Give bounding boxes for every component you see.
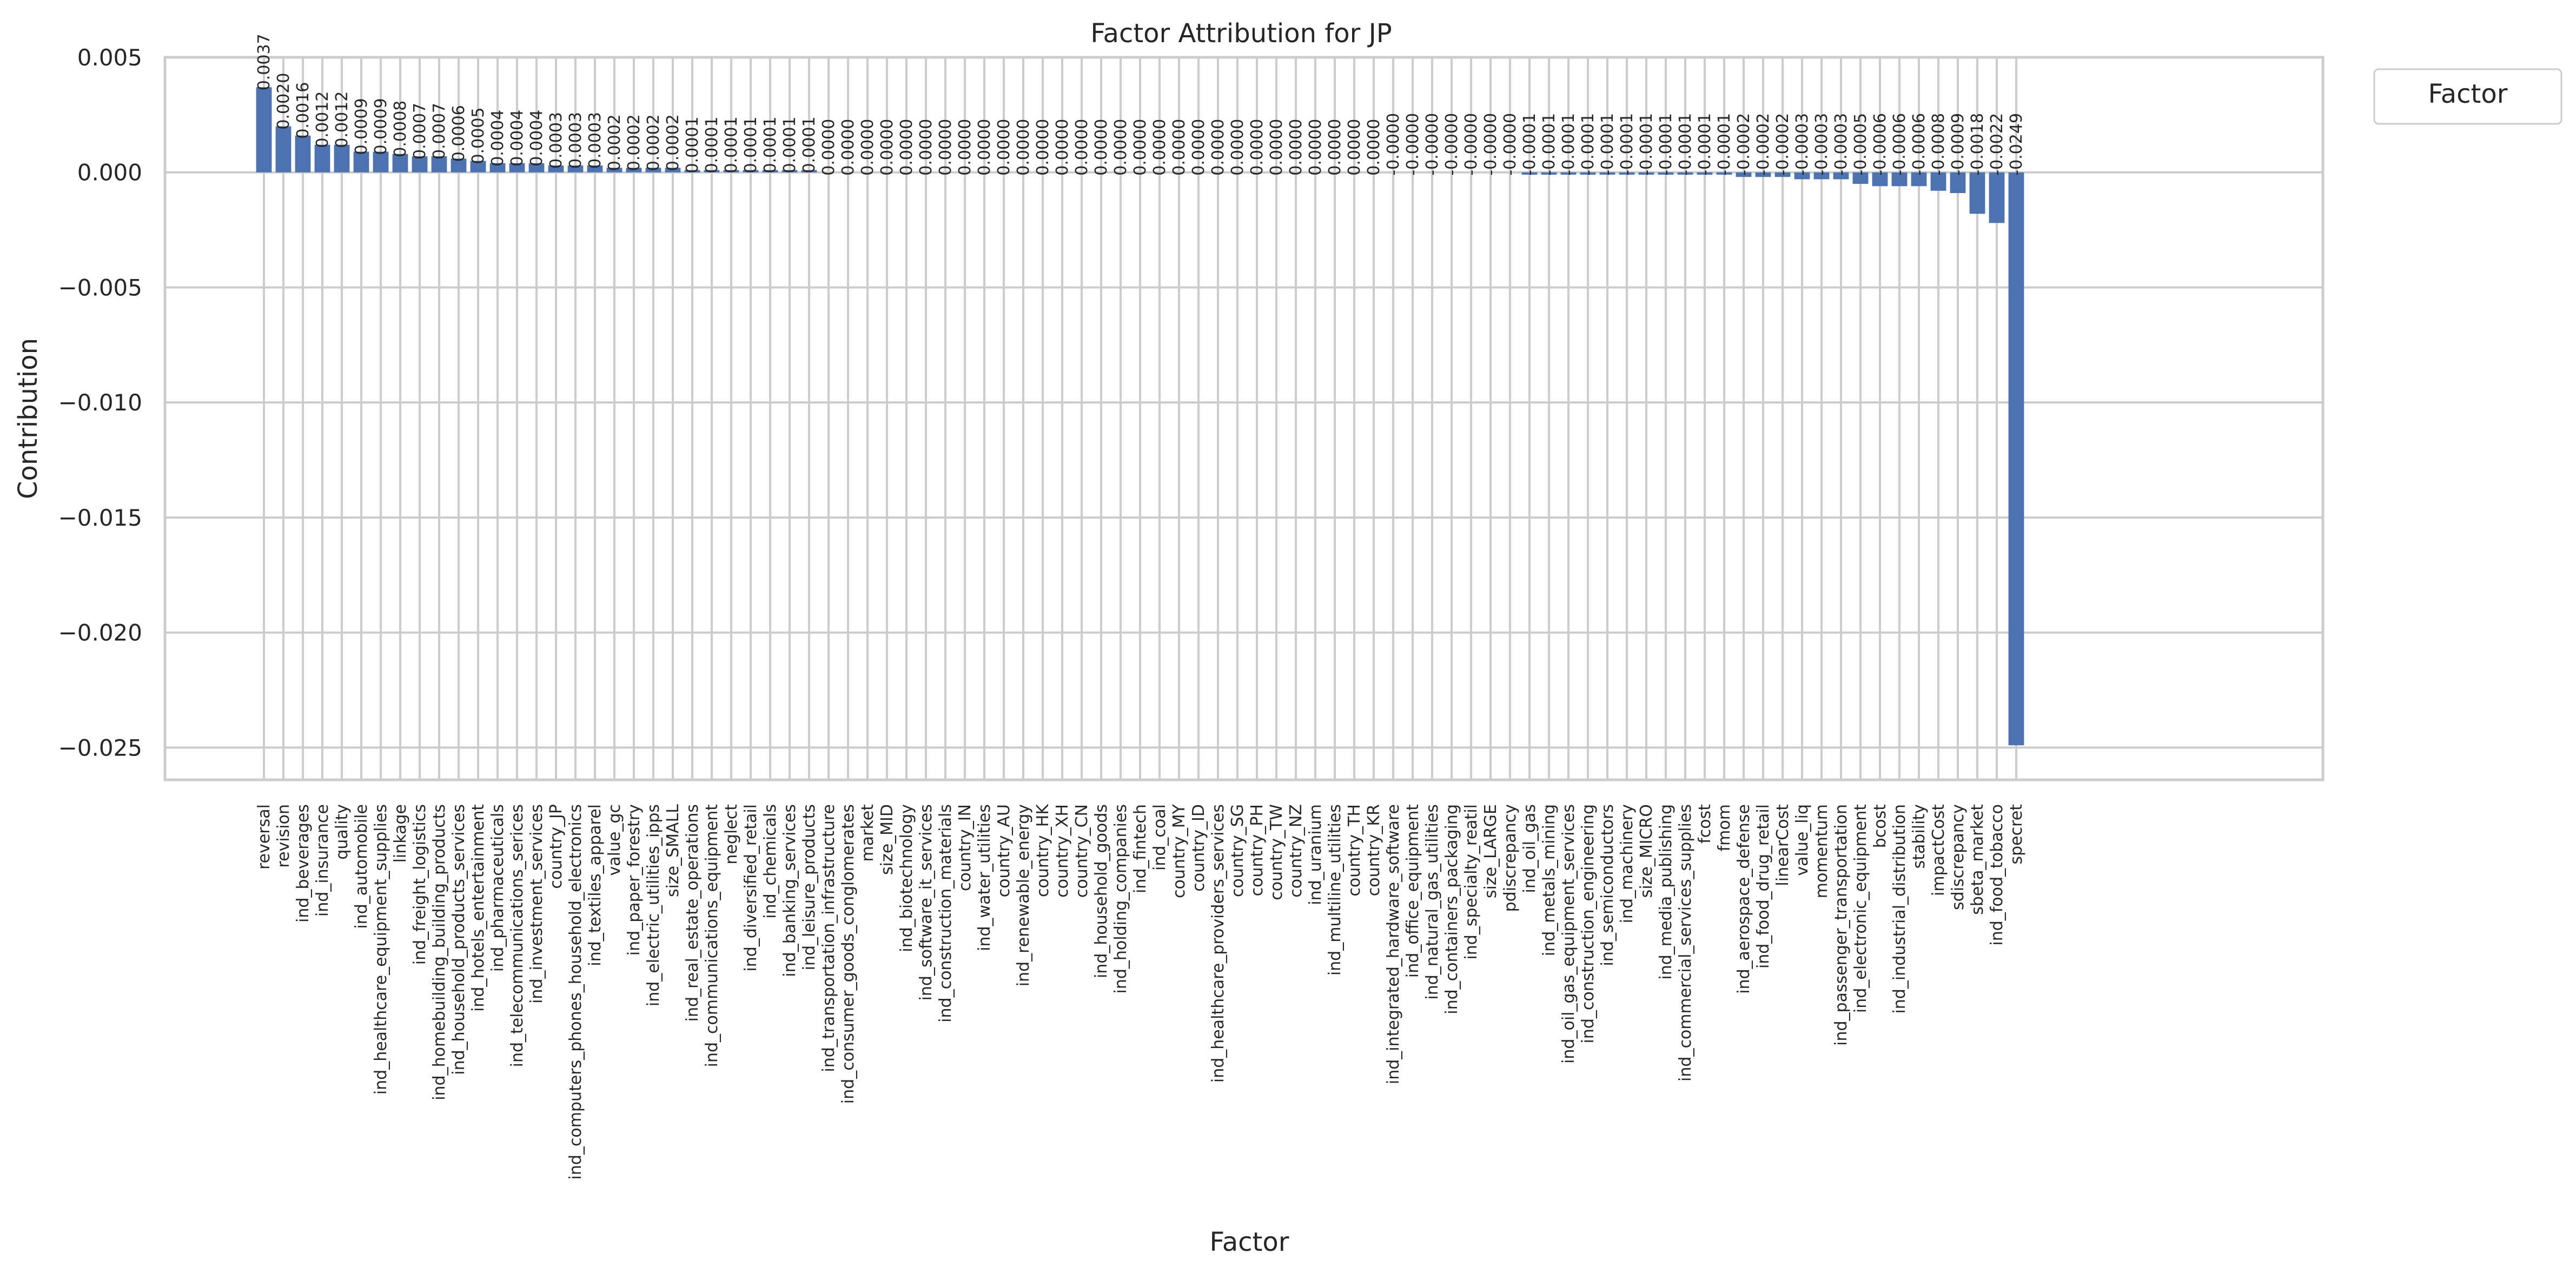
- x-tick-label: ind_fintech: [1131, 804, 1150, 894]
- y-tick-label: 0.005: [77, 44, 142, 71]
- bar: [295, 136, 311, 173]
- x-tick-label: quality: [333, 804, 352, 860]
- x-tick-label: ind_construction_engineering: [1579, 804, 1598, 1044]
- x-tick-label: country_AU: [995, 804, 1014, 898]
- x-tick-label: ind_chemicals: [761, 804, 780, 919]
- data-label: 0.0001: [741, 116, 760, 174]
- data-label: 0.0000: [1267, 118, 1286, 176]
- x-tick-label: impactCost: [1929, 804, 1948, 896]
- x-tick-label: ind_pharmaceuticals: [488, 804, 507, 972]
- x-tick-label: ind_leisure_products: [800, 804, 819, 971]
- x-tick-label: ind_natural_gas_utilities: [1423, 804, 1442, 1000]
- x-tick-label: ind_real_estate_operations: [683, 804, 702, 1022]
- x-tick-label: ind_insurance: [313, 804, 332, 917]
- x-tick-label: size_SMALL: [664, 804, 683, 898]
- y-axis-ticks: [58, 44, 142, 761]
- x-tick-label: ind_multiline_utilities: [1326, 804, 1345, 976]
- x-tick-label: country_NZ: [1287, 804, 1306, 898]
- data-label: 0.0005: [469, 107, 488, 164]
- data-label: -0.0001: [1637, 112, 1656, 176]
- data-label: 0.0002: [644, 114, 663, 171]
- data-label: 0.0002: [664, 114, 683, 171]
- bar: [256, 87, 272, 172]
- data-label: -0.0001: [1540, 112, 1559, 176]
- x-tick-label: linearCost: [1773, 804, 1792, 886]
- data-label: 0.0001: [703, 116, 721, 174]
- x-tick-label: ind_media_publishing: [1657, 804, 1676, 980]
- y-tick-label: −0.005: [58, 274, 142, 301]
- data-label: 0.0000: [975, 118, 994, 176]
- x-tick-label: country_MY: [1170, 804, 1189, 898]
- data-label: 0.0006: [449, 105, 468, 162]
- x-tick-label: ind_electric_utilities_ipps: [644, 804, 663, 1007]
- x-tick-label: ind_containers_packaging: [1442, 804, 1461, 1015]
- data-label: 0.0003: [547, 111, 566, 169]
- data-label: 0.0007: [430, 102, 449, 160]
- x-tick-label: ind_communications_equipment: [703, 804, 721, 1068]
- bar: [315, 145, 330, 173]
- x-tick-label: neglect: [722, 804, 741, 865]
- data-label: -0.0006: [1910, 112, 1929, 176]
- y-tick-label: 0.000: [77, 159, 142, 186]
- data-label: 0.0000: [1228, 118, 1247, 176]
- data-label: 0.0000: [878, 118, 897, 176]
- y-tick-label: −0.020: [58, 619, 142, 646]
- data-label: 0.0000: [956, 118, 975, 176]
- data-label: -0.0002: [1734, 112, 1753, 176]
- data-label: 0.0007: [410, 102, 429, 160]
- x-tick-label: momentum: [1812, 804, 1831, 899]
- data-label: 0.0001: [780, 116, 799, 174]
- data-label: 0.0000: [1189, 118, 1208, 176]
- x-tick-label: country_TW: [1267, 804, 1286, 900]
- x-tick-label: ind_food_drug_retail: [1754, 804, 1773, 969]
- data-label: -0.0001: [1696, 112, 1714, 176]
- data-label: -0.0001: [1715, 112, 1734, 176]
- data-label: 0.0000: [1131, 118, 1150, 176]
- data-label: 0.0037: [255, 34, 274, 91]
- x-tick-label: ind_aerospace_defense: [1734, 804, 1753, 994]
- x-tick-label: market: [858, 804, 877, 862]
- x-tick-label: ind_consumer_goods_conglomerates: [839, 804, 858, 1104]
- data-label: 0.0000: [936, 118, 955, 176]
- data-label: 0.0001: [800, 116, 819, 174]
- data-label: -0.0000: [1442, 112, 1461, 176]
- data-label: -0.0006: [1871, 112, 1890, 176]
- x-tick-label: ind_coal: [1150, 804, 1169, 871]
- data-label: 0.0002: [605, 114, 624, 171]
- x-tick-label: country_KR: [1365, 804, 1383, 897]
- data-label: 0.0008: [391, 100, 410, 157]
- data-label: -0.0000: [1423, 112, 1442, 176]
- data-label: 0.0000: [1365, 118, 1383, 176]
- data-label: 0.0000: [1209, 118, 1228, 176]
- data-label: 0.0000: [1150, 118, 1169, 176]
- x-tick-label: ind_specialty_reatil: [1462, 804, 1481, 960]
- data-label: -0.0001: [1657, 112, 1676, 176]
- data-label: 0.0009: [372, 98, 390, 155]
- chart-title: Factor Attribution for JP: [1090, 18, 1392, 49]
- data-label: -0.0022: [1988, 112, 2007, 176]
- x-tick-label: ind_healthcare_equipment_supplies: [372, 804, 390, 1095]
- data-label: -0.0001: [1559, 112, 1578, 176]
- data-label: 0.0000: [1034, 118, 1052, 176]
- data-label: -0.0000: [1481, 112, 1500, 176]
- data-label: -0.0001: [1618, 112, 1637, 176]
- x-tick-label: ind_household_products_services: [449, 804, 468, 1075]
- data-label: 0.0000: [1287, 118, 1306, 176]
- data-label: -0.0003: [1832, 112, 1851, 176]
- x-tick-label: ind_transportation_infrastructure: [819, 804, 838, 1072]
- bar: [1989, 173, 2005, 223]
- data-label: 0.0012: [313, 91, 332, 148]
- data-label: 0.0000: [1014, 118, 1033, 176]
- x-tick-label: pdiscrepancy: [1501, 804, 1520, 912]
- data-label: 0.0000: [858, 118, 877, 176]
- data-label: 0.0004: [488, 109, 507, 167]
- x-tick-label: ind_household_goods: [1092, 804, 1111, 979]
- x-tick-label: reversal: [255, 804, 274, 870]
- x-tick-label: value_gc: [605, 804, 624, 876]
- data-label: -0.0000: [1403, 112, 1422, 176]
- data-label: 0.0000: [1053, 118, 1072, 176]
- x-tick-label: ind_integrated_hardware_software: [1384, 804, 1403, 1085]
- data-label: -0.0000: [1462, 112, 1481, 176]
- data-label: 0.0004: [508, 109, 527, 167]
- x-tick-label: sdiscrepancy: [1949, 804, 1968, 910]
- data-label: 0.0009: [352, 98, 371, 155]
- data-label: -0.0001: [1676, 112, 1695, 176]
- data-label: 0.0016: [294, 82, 313, 139]
- data-label: 0.0000: [1111, 118, 1130, 176]
- x-tick-label: ind_computers_phones_household_electronics: [566, 804, 585, 1180]
- x-tick-label: revision: [274, 804, 293, 868]
- x-tick-label: value_liq: [1793, 804, 1812, 876]
- x-tick-label: ind_metals_mining: [1540, 804, 1559, 957]
- x-tick-label: size_LARGE: [1481, 804, 1500, 899]
- data-label: 0.0000: [995, 118, 1014, 176]
- data-label: 0.0001: [722, 116, 741, 174]
- x-tick-label: ind_oil_gas_equipment_services: [1559, 804, 1578, 1064]
- x-tick-label: ind_beverages: [294, 804, 313, 923]
- data-label: -0.0002: [1773, 112, 1792, 176]
- x-tick-label: fmom: [1715, 804, 1734, 852]
- data-label: 0.0003: [566, 111, 585, 169]
- x-tick-label: fcost: [1696, 804, 1714, 844]
- y-tick-label: −0.010: [58, 389, 142, 416]
- bar: [2009, 173, 2024, 745]
- data-label: 0.0003: [586, 111, 605, 169]
- x-tick-label: ind_freight_logistics: [410, 804, 429, 965]
- data-label: 0.0012: [333, 91, 352, 148]
- x-tick-label: stability: [1910, 804, 1929, 869]
- x-tick-label: country_CN: [1072, 804, 1091, 898]
- x-tick-label: ind_homebuilding_building_products: [430, 804, 449, 1100]
- data-label: 0.0001: [761, 116, 780, 174]
- x-tick-label: ind_passenger_transportation: [1832, 804, 1851, 1046]
- x-tick-label: country_HK: [1034, 804, 1052, 897]
- x-tick-label: ind_biotechnology: [897, 804, 916, 952]
- x-tick-label: ind_industrial_distribution: [1890, 804, 1909, 1014]
- x-tick-label: country_SG: [1228, 804, 1247, 898]
- x-tick-label: ind_machinery: [1618, 804, 1637, 924]
- data-label: -0.0001: [1520, 112, 1539, 176]
- x-tick-label: ind_electronic_equipment: [1851, 804, 1870, 1013]
- data-label: 0.0000: [1326, 118, 1345, 176]
- data-label: 0.0002: [625, 114, 644, 171]
- data-label: -0.0005: [1851, 112, 1870, 176]
- x-tick-label: ind_food_tobacco: [1988, 804, 2007, 946]
- legend-title: Factor: [2428, 79, 2508, 109]
- legend: [2374, 69, 2561, 124]
- x-tick-label: ind_office_equipment: [1403, 804, 1422, 978]
- data-label: 0.0000: [1306, 118, 1325, 176]
- data-label: -0.0002: [1754, 112, 1773, 176]
- data-label: 0.0000: [1170, 118, 1189, 176]
- x-tick-label: sbeta_market: [1968, 804, 1987, 915]
- x-tick-label: ind_telecommunications_serices: [508, 804, 527, 1068]
- bar: [276, 127, 292, 173]
- x-tick-label: size_MID: [878, 804, 897, 876]
- x-tick-label: ind_uranium: [1306, 804, 1325, 905]
- x-tick-label: ind_software_it_services: [917, 804, 936, 1001]
- data-label: -0.0249: [2007, 112, 2026, 176]
- data-label: 0.0000: [1248, 118, 1267, 176]
- x-tick-label: ind_banking_services: [780, 804, 799, 977]
- data-label: -0.0001: [1598, 112, 1617, 176]
- x-tick-label: ind_diversified_retail: [741, 804, 760, 972]
- data-label: -0.0018: [1968, 112, 1987, 176]
- x-tick-label: ind_water_utilities: [975, 804, 994, 951]
- x-tick-label: ind_automobile: [352, 804, 371, 929]
- x-tick-label: linkage: [391, 804, 410, 863]
- x-axis-ticks: [255, 804, 2026, 1180]
- bar: [1970, 173, 1985, 214]
- data-label: -0.0001: [1579, 112, 1598, 176]
- data-label: -0.0009: [1949, 112, 1968, 176]
- data-label: -0.0000: [1384, 112, 1403, 176]
- data-label: -0.0000: [1501, 112, 1520, 176]
- x-tick-label: ind_semiconductors: [1598, 804, 1617, 966]
- data-label: -0.0006: [1890, 112, 1909, 176]
- x-tick-label: country_XH: [1053, 804, 1072, 898]
- x-tick-label: ind_commercial_services_supplies: [1676, 804, 1695, 1082]
- x-tick-label: country_ID: [1189, 804, 1208, 892]
- data-label: 0.0000: [1092, 118, 1111, 176]
- data-label: -0.0003: [1812, 112, 1831, 176]
- x-tick-label: specret: [2007, 804, 2026, 865]
- data-label: 0.0000: [1345, 118, 1364, 176]
- x-tick-label: ind_investment_services: [527, 804, 546, 1004]
- data-label: 0.0001: [683, 116, 702, 174]
- x-tick-label: country_IN: [956, 804, 975, 892]
- x-tick-label: ind_renewable_energy: [1014, 804, 1033, 987]
- x-tick-label: country_PH: [1248, 804, 1267, 897]
- x-tick-label: ind_textiles_apparel: [586, 804, 605, 966]
- x-tick-label: ind_paper_forestry: [625, 804, 644, 956]
- x-tick-label: ind_healthcare_providers_services: [1209, 804, 1228, 1083]
- x-tick-label: ind_oil_gas: [1520, 804, 1539, 893]
- data-label: -0.0008: [1929, 112, 1948, 176]
- data-label: 0.0000: [917, 118, 936, 176]
- y-tick-label: −0.025: [58, 734, 142, 761]
- x-axis-label: Factor: [1209, 1227, 1289, 1257]
- x-tick-label: country_JP: [547, 804, 566, 889]
- data-label: 0.0020: [274, 72, 293, 130]
- x-tick-label: ind_hotels_entertainment: [469, 804, 488, 1012]
- data-label: 0.0000: [819, 118, 838, 176]
- bar: [334, 145, 350, 173]
- data-label: 0.0000: [1072, 118, 1091, 176]
- y-tick-label: −0.015: [58, 504, 142, 531]
- x-tick-label: bcost: [1871, 804, 1890, 848]
- data-label: 0.0000: [839, 118, 858, 176]
- y-axis-label: Contribution: [13, 337, 43, 500]
- x-tick-label: ind_construction_materials: [936, 804, 955, 1023]
- x-tick-label: size_MICRO: [1637, 804, 1656, 898]
- x-tick-label: country_TH: [1345, 804, 1364, 897]
- data-label: 0.0004: [527, 109, 546, 167]
- data-label: 0.0000: [897, 118, 916, 176]
- x-tick-label: ind_holding_companies: [1111, 804, 1130, 994]
- data-label: -0.0003: [1793, 112, 1812, 176]
